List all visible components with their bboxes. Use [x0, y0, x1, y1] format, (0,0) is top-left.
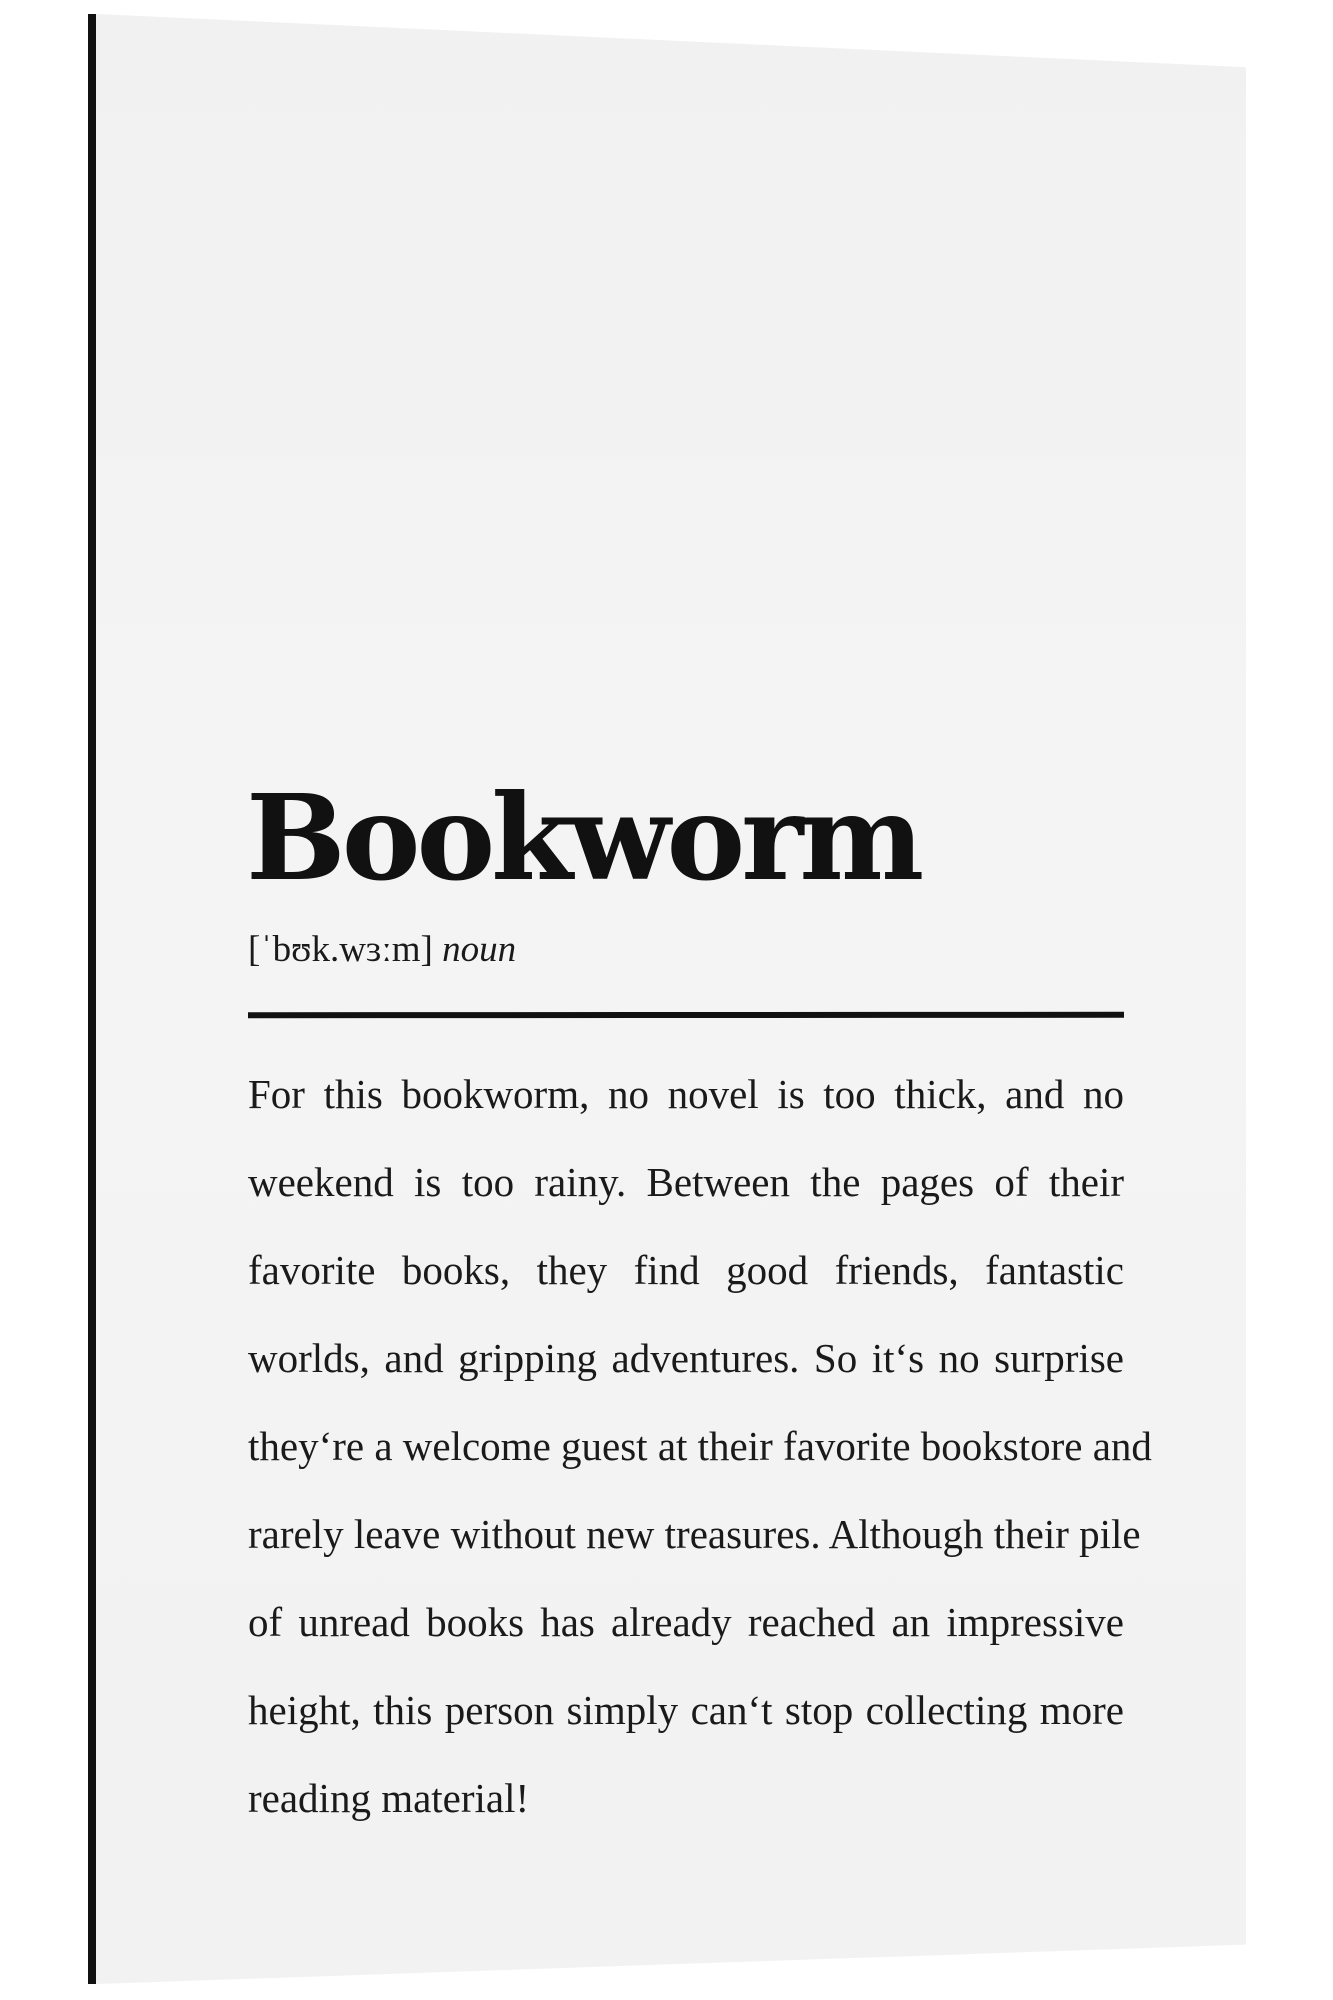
definition-line: of unread books has already reached an impressive	[248, 1599, 1124, 1645]
pronunciation-line	[248, 925, 516, 975]
divider-rule	[248, 1012, 1124, 1018]
pronunciation: [ˈbʊk.wɜːm]	[248, 929, 433, 970]
board-side-edge	[88, 14, 96, 1984]
definition-line: weekend is too rainy. Between the pages of their	[248, 1159, 1124, 1205]
definition-line: worlds, and gripping adventures. So it‘s no surprise	[248, 1335, 1124, 1381]
definition-line: rarely leave without new treasures. Although their pile	[248, 1511, 1141, 1557]
poster-title: Bookworm	[246, 768, 921, 907]
definition-line: they‘re a welcome guest at their favorite bookstore and	[248, 1423, 1152, 1469]
definition-line: reading material!	[248, 1775, 530, 1821]
definition-line: height, this person simply can‘t stop collecting more	[248, 1687, 1124, 1733]
definition-line: favorite books, they find good friends, fantastic	[248, 1247, 1124, 1293]
definition-line: For this bookworm, no novel is too thick, and no	[248, 1071, 1124, 1117]
definition-text	[248, 1050, 1152, 1842]
part-of-speech: noun	[442, 929, 517, 970]
